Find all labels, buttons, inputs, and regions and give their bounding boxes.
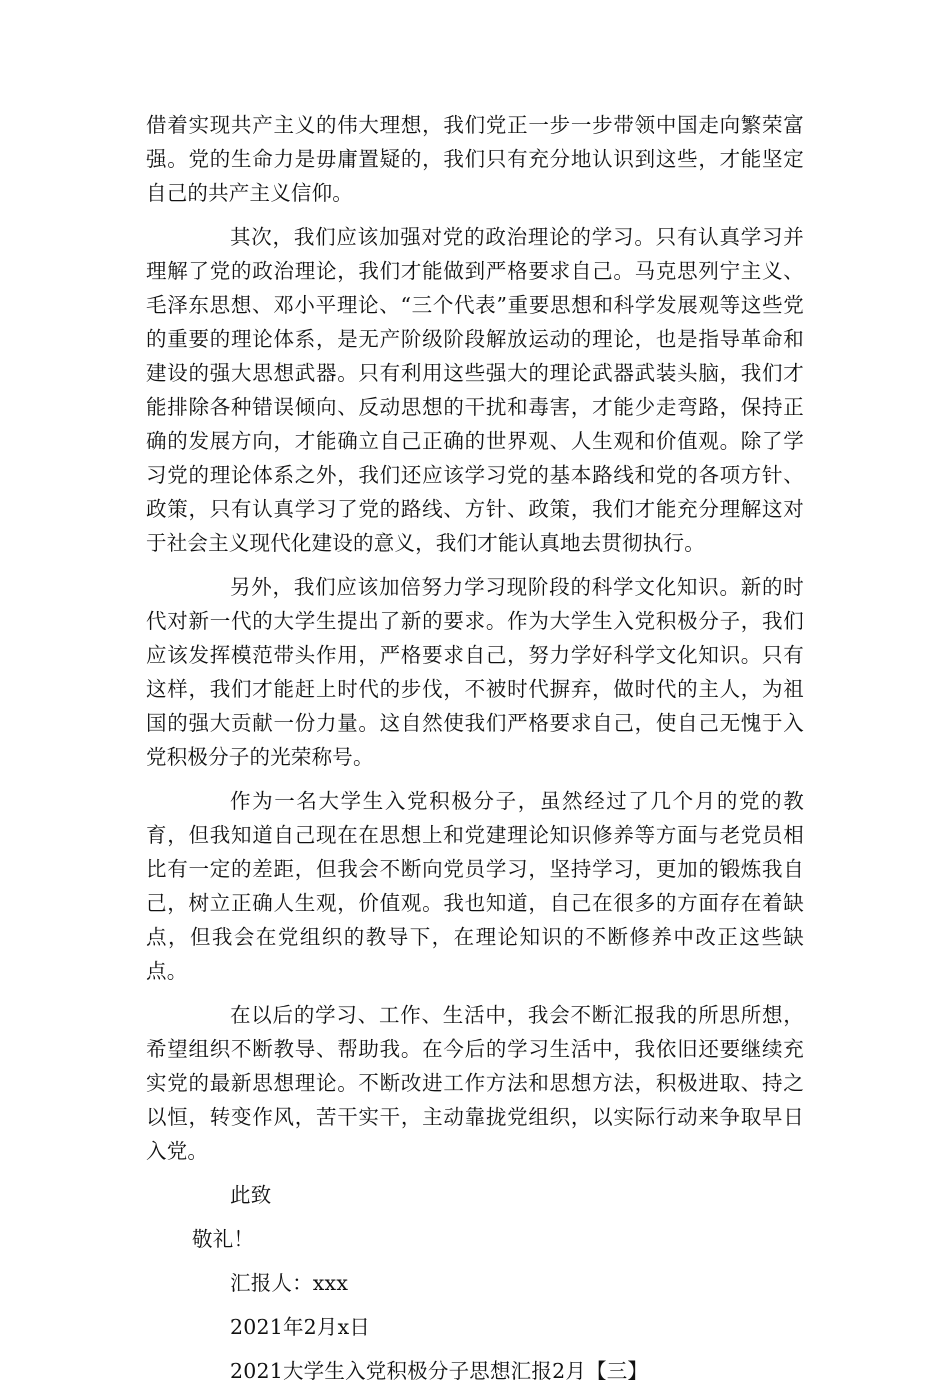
next-section-title: 2021大学生入党积极分子思想汇报2月【三】	[230, 1359, 649, 1383]
signature: 汇报人：xxx	[230, 1271, 349, 1295]
document-body	[146, 108, 804, 1388]
salutation: 敬礼！	[192, 1227, 255, 1251]
paragraph-self-assessment: 作为一名大学生入党积极分子，虽然经过了几个月的党的教育，但我知道自己现在在思想上和党建理论知识修养等方面与老党员相比有一定的差距，但我会不断向党员学习，坚持学习，更加的锻炼我自己，树立正确人生观，价值观。我也知道，自己在很多的方面存在着缺点，但我会在党组织的教导下，在理论知识的不断修养中改正这些缺点。	[146, 789, 804, 983]
paragraph-science-culture: 另外，我们应该加倍努力学习现阶段的科学文化知识。新的时代对新一代的大学生提出了新的要求。作为大学生入党积极分子，我们应该发挥模范带头作用，严格要求自己，努力学好科学文化知识。只有这样，我们才能赶上时代的步伐，不被时代摒弃，做时代的主人，为祖国的强大贡献一份力量。这自然使我们严格要求自己，使自己无愧于入党积极分子的光荣称号。	[146, 575, 804, 769]
paragraph-continuation: 借着实现共产主义的伟大理想，我们党正一步一步带领中国走向繁荣富强。党的生命力是毋庸置疑的，我们只有充分地认识到这些，才能坚定自己的共产主义信仰。	[146, 113, 804, 205]
paragraph-political-theory: 其次，我们应该加强对党的政治理论的学习。只有认真学习并理解了党的政治理论，我们才能做到严格要求自己。马克思列宁主义、毛泽东思想、邓小平理论、“三个代表”重要思想和科学发展观等这些党的重要的理论体系，是无产阶级阶段解放运动的理论，也是指导革命和建设的强大思想武器。只有利用这些强大的理论武器武装头脑，我们才能排除各种错误倾向、反动思想的干扰和毒害，才能少走弯路，保持正确的发展方向，才能确立自己正确的世界观、人生观和价值观。除了学习党的理论体系之外，我们还应该学习党的基本路线和党的各项方针、政策，只有认真学习了党的路线、方针、政策，我们才能充分理解这对于社会主义现代化建设的意义，我们才能认真地去贯彻执行。	[146, 225, 804, 555]
report-date: 2021年2月x日	[230, 1315, 371, 1339]
closing-phrase: 此致	[230, 1183, 272, 1207]
paragraph-future-commitment: 在以后的学习、工作、生活中，我会不断汇报我的所思所想，希望组织不断教导、帮助我。在今后的学习生活中，我依旧还要继续充实党的最新思想理论。不断改进工作方法和思想方法，积极进取、持之以恒，转变作风，苦干实干，主动靠拢党组织，以实际行动来争取早日入党。	[146, 1003, 804, 1163]
